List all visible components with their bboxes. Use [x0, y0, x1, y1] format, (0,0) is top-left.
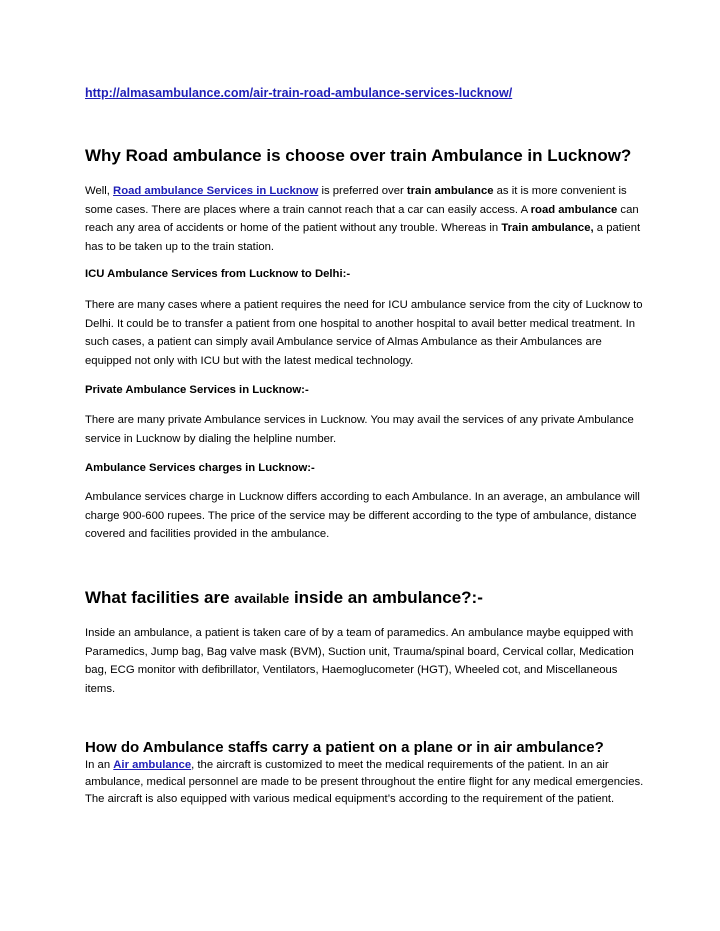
facilities-heading-b: inside an ambulance?:-: [289, 588, 483, 607]
paragraph-air-ambulance: [85, 757, 645, 807]
facilities-heading-small: available: [234, 591, 290, 606]
p1-text-e: a patient has to be taken up to the train station.: [85, 222, 641, 253]
train-ambulance-bold: train ambulance: [406, 185, 494, 197]
p1-text-a: Well,: [85, 185, 114, 197]
road-ambulance-bold: road ambulance: [530, 203, 618, 216]
heading-air-ambulance: How do Ambulance staffs carry a patient on a plane or in air ambulance?: [85, 739, 604, 756]
train-ambulance-bold-2: Train ambulance,: [501, 222, 594, 235]
p1-text-b: is preferred over: [318, 185, 407, 197]
heading-icu: ICU Ambulance Services from Lucknow to Delhi:-: [85, 268, 351, 280]
p1-text-d: can reach any area of accidents or home of the patient without any trouble. Whereas in: [85, 203, 639, 235]
page-url-link[interactable]: http://almasambulance.com/air-train-road-ambulance-services-lucknow/: [85, 86, 513, 100]
paragraph-charges: Ambulance services charge in Lucknow differs according to each Ambulance. In an average, an ambulance will charge 900-600 rupees. The price of the service may be different according to the type of ambulance, distance covered and facilities provided in the ambulance.: [85, 491, 640, 541]
facilities-heading-a: What facilities are: [85, 588, 235, 607]
heading-private: Private Ambulance Services in Lucknow:-: [85, 384, 309, 396]
paragraph-private: There are many private Ambulance services in Lucknow. You may avail the services of any private Ambulance service in Lucknow by dialing the helpline number.: [85, 414, 634, 445]
air-ambulance-link[interactable]: Air ambulance: [113, 759, 192, 771]
air-text-a: In an: [85, 759, 114, 771]
road-ambulance-services-link[interactable]: Road ambulance Services in Lucknow: [113, 185, 319, 197]
p1-text-c: as it is more convenient is some cases. There are places where a train cannot reach that a car can easily access. A: [85, 185, 627, 216]
heading-charges: Ambulance Services charges in Lucknow:-: [85, 462, 315, 474]
paragraph-road-ambulance: [85, 182, 645, 256]
paragraph-facilities: Inside an ambulance, a patient is taken care of by a team of paramedics. An ambulance maybe equipped with Paramedics, Jump bag, Bag valve mask (BVM), Suction unit, Trauma/spinal board, Cervical collar, Medication bag, ECG monitor with defibrillator, Ventilators, Haemoglucometer (HGT), Wheeled cot, and Miscellaneous items.: [85, 627, 634, 695]
paragraph-icu: There are many cases where a patient requires the need for ICU ambulance service from the city of Lucknow to Delhi. It could be to transfer a patient from one hospital to another hospital to avail better medical treatment. In such cases, a patient can simply avail Ambulance service of Almas Ambulance as their Ambulances are equipped not only with ICU but with the latest medical technology.: [85, 299, 643, 367]
air-text-b: , the aircraft is customized to meet the medical requirements of the patient. In an air ambulance, medical personnel are made to be present throughout the entire flight for any medical emergencies. The aircraft is also equipped with various medical equipment’s according to the requirement of the patient.: [85, 759, 644, 805]
heading-facilities: [85, 588, 483, 608]
heading-road-vs-train: Why Road ambulance is choose over train Ambulance in Lucknow?: [85, 146, 632, 165]
